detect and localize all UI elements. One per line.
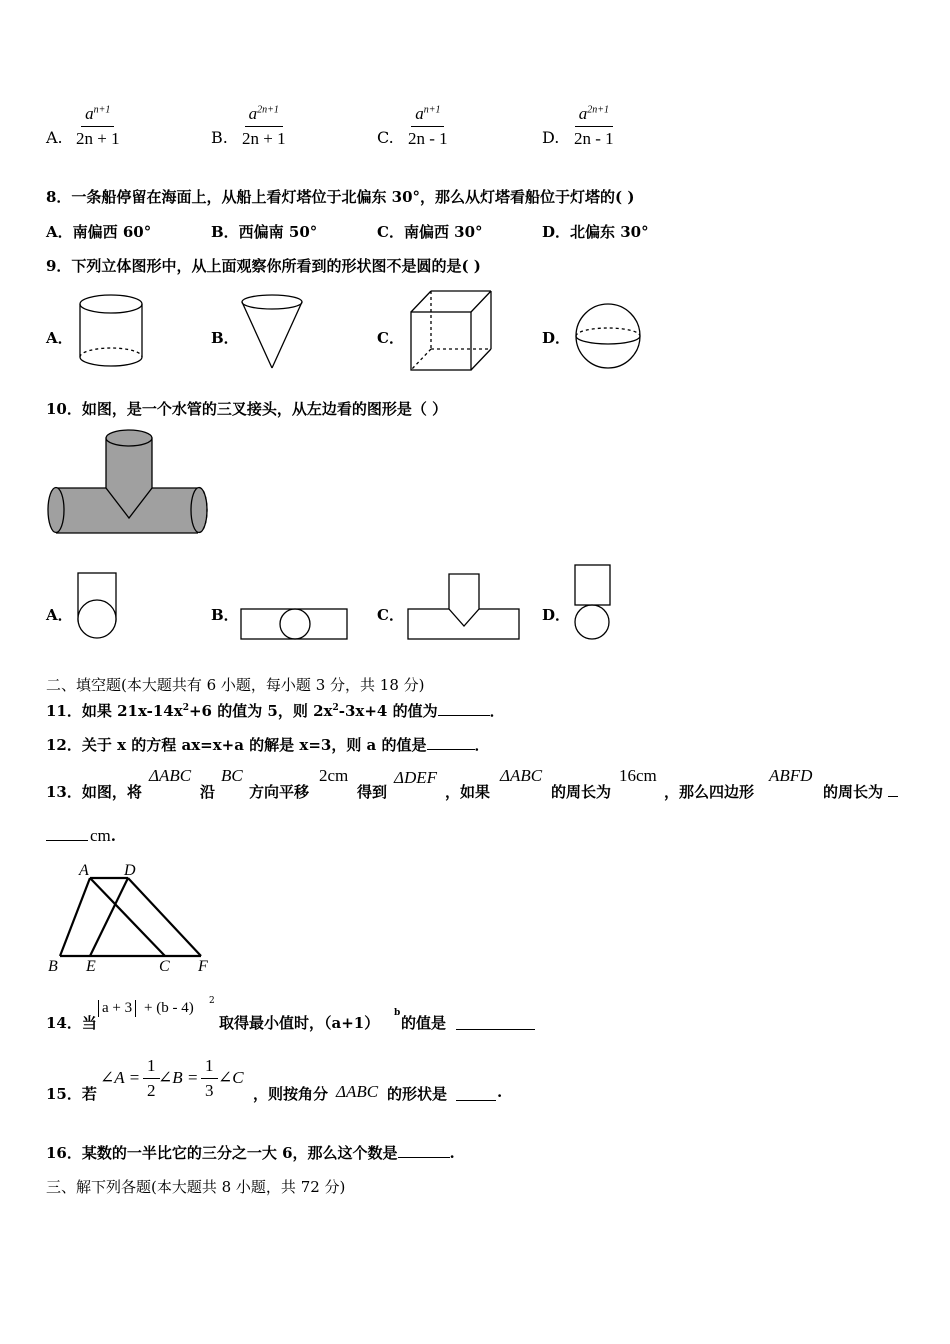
q10-label-b: B． — [211, 606, 239, 624]
cube-figure — [411, 291, 491, 370]
label-c: C — [159, 958, 170, 975]
label-b: B — [48, 958, 58, 975]
label-f: F — [198, 958, 208, 975]
q14-answer-blank[interactable] — [456, 1029, 535, 1030]
q14-question: 14．当 a + 3 + (b - 4) 2 取得最小值时，（a+1） b 的值是 — [46, 996, 646, 1036]
q12-question: 12．关于 x 的方程 ax=x+a 的解是 x=3，则 a 的值是 ． — [46, 736, 490, 754]
q8-question: 8．一条船停留在海面上，从船上看灯塔位于北偏东 30°，那么从灯塔看船位于灯塔的( ) — [46, 188, 635, 206]
q8-option-b: B．西偏南 50° — [211, 223, 318, 241]
q10-label-a: A． — [46, 606, 73, 624]
q8-option-a: A．南偏西 60° — [46, 223, 152, 241]
q7-option-b-label: B. — [211, 128, 228, 147]
q13-answer-blank[interactable] — [46, 840, 88, 841]
q12-answer-blank[interactable] — [427, 749, 475, 750]
q9-question: 9．下列立体图形中，从上面观察你所看到的形状图不是圆的是( ) — [46, 257, 481, 275]
q10-question: 10．如图，是一个水管的三叉接头，从左边看的图形是（ ） — [46, 400, 448, 418]
label-d: D — [124, 862, 136, 879]
q10-option-a-figure — [78, 573, 116, 638]
label-e: E — [86, 958, 96, 975]
q13-answer-line: cm. — [46, 826, 116, 846]
q7-option-c-label: C. — [377, 128, 394, 147]
q7-option-d-fraction: $\frac{a^{2n+1}}{2n - 1}$ — [574, 104, 614, 148]
q7-option-d-label: D. — [542, 128, 560, 147]
q9-label-c: C． — [377, 329, 404, 347]
cylinder-figure — [80, 295, 142, 366]
pipe-tee-figure — [48, 430, 207, 533]
q16-question: 16．某数的一半比它的三分之一大 6，那么这个数是 . — [46, 1144, 455, 1162]
q7-option-b-fraction: $\frac{a^{2n+1}}{2n + 1}$ — [242, 104, 286, 148]
q9-label-b: B． — [211, 329, 239, 347]
translation-triangle-figure — [60, 878, 201, 956]
q15-answer-blank[interactable] — [456, 1100, 496, 1101]
q10-option-d-figure — [575, 565, 610, 639]
sphere-figure — [576, 304, 640, 368]
q7-option-c-fraction: $\frac{a^{n+1}}{2n - 1}$ — [408, 104, 448, 148]
q8-option-d: D．北偏东 30° — [542, 223, 649, 241]
q9-label-a: A． — [46, 329, 73, 347]
label-a: A — [79, 862, 89, 879]
q7-option-a-label: A. — [46, 128, 63, 147]
q11-question: 11．如果 $21x-14x^2+6$ 的值为 5，则 $2x^2-3x+4$ 的值为 ． — [46, 702, 505, 720]
q13-question: 13．如图，将 ΔABC 沿 BC 方向平移 2cm 得到 ΔDEF ，如果 ΔABC 的周长为 16cm ，那么四边形 ABFD 的周长为 — [46, 766, 946, 806]
q8-option-c: C．南偏西 30° — [377, 223, 483, 241]
section-2-heading: 二、填空题(本大题共有 6 小题，每小题 3 分，共 18 分) — [46, 676, 425, 694]
section-3-heading: 三、解下列各题(本大题共 8 小题，共 72 分) — [46, 1178, 346, 1196]
q10-label-c: C． — [377, 606, 404, 624]
q7-option-a-fraction: $\frac{a^{n+1}}{2n + 1}$ — [76, 104, 120, 148]
q15-question: 15．若 ∠A = $\frac{1}{2}$ ∠B = $\frac{1}{3}$ ∠C ，则按角分 ΔABC 的形状是 . — [46, 1056, 503, 1103]
q11-answer-blank[interactable] — [438, 715, 490, 716]
q10-option-c-figure — [408, 574, 519, 639]
cone-figure — [242, 295, 302, 368]
q10-label-d: D． — [542, 606, 571, 624]
q9-label-d: D． — [542, 329, 571, 347]
q10-option-b-figure — [241, 609, 347, 639]
q16-answer-blank[interactable] — [398, 1157, 450, 1158]
